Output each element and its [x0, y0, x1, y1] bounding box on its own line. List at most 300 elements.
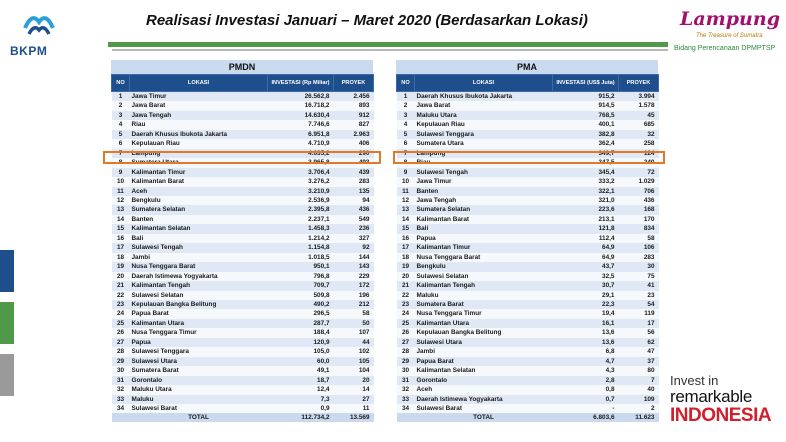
row-lokasi: Jawa Barat [130, 101, 268, 110]
table-row [112, 366, 374, 375]
row-investasi: 490,2 [268, 300, 334, 309]
table-row [397, 168, 659, 177]
table-row [112, 120, 374, 129]
pma-header-lokasi: LOKASI [415, 75, 553, 92]
row-investasi: - [553, 404, 619, 413]
row-proyek: 685 [619, 120, 659, 129]
row-lokasi: Kepulauan Bangka Belitung [415, 328, 553, 337]
table-row [397, 215, 659, 224]
row-lokasi: Sulawesi Utara [130, 357, 268, 366]
row-lokasi: Jawa Tengah [130, 111, 268, 120]
row-investasi: 1.018,5 [268, 253, 334, 262]
row-no: 16 [397, 234, 415, 243]
row-lokasi: Sumatera Utara [130, 158, 268, 167]
row-investasi: 64,9 [553, 253, 619, 262]
table-row [397, 366, 659, 375]
row-no: 12 [112, 196, 130, 205]
table-row [112, 101, 374, 110]
row-lokasi: Kepulauan Riau [415, 120, 553, 129]
invest-tagline [670, 374, 786, 425]
row-lokasi: Nusa Tenggara Barat [415, 253, 553, 262]
row-lokasi: Daerah Istimewa Yogyakarta [130, 272, 268, 281]
row-lokasi: Nusa Tenggara Timur [415, 309, 553, 318]
table-row [112, 130, 374, 139]
row-no: 24 [112, 309, 130, 318]
row-investasi: 333,2 [553, 177, 619, 186]
row-lokasi: Kalimantan Tengah [415, 281, 553, 290]
pma-title: PMA [396, 60, 658, 74]
row-no: 1 [112, 92, 130, 102]
row-proyek: 106 [619, 243, 659, 252]
row-no: 28 [112, 347, 130, 356]
table-row [112, 168, 374, 177]
table-row [112, 347, 374, 356]
lampung-tagline: The Treasure of Sumatra [696, 33, 763, 39]
row-proyek: 47 [619, 347, 659, 356]
table-row [112, 243, 374, 252]
row-proyek: 1.578 [619, 101, 659, 110]
row-proyek: 2.963 [334, 130, 374, 139]
row-proyek: 212 [334, 300, 374, 309]
row-lokasi: Gorontalo [130, 376, 268, 385]
row-investasi: 32,5 [553, 272, 619, 281]
row-proyek: 20 [334, 376, 374, 385]
row-proyek: 706 [619, 187, 659, 196]
row-no: 34 [112, 404, 130, 413]
row-proyek: 144 [334, 253, 374, 262]
pma-total-label: TOTAL [415, 413, 553, 422]
row-proyek: 105 [334, 357, 374, 366]
pma-header-investasi: INVESTASI (US$ Juta) [553, 75, 619, 92]
row-no: 25 [397, 319, 415, 328]
table-row [112, 309, 374, 318]
row-lokasi: Banten [130, 215, 268, 224]
row-no: 22 [112, 291, 130, 300]
pmdn-title: PMDN [111, 60, 373, 74]
row-lokasi: Jawa Barat [415, 101, 553, 110]
row-investasi: 6.951,8 [268, 130, 334, 139]
row-no: 14 [112, 215, 130, 224]
row-proyek: 104 [334, 366, 374, 375]
pmdn-header-investasi: INVESTASI (Rp Miliar) [268, 75, 334, 92]
lampung-logo-text: Lampung [680, 8, 780, 30]
row-lokasi: Jambi [415, 347, 553, 356]
table-row [112, 111, 374, 120]
row-investasi: 7,3 [268, 395, 334, 404]
row-proyek: 493 [334, 158, 374, 167]
table-row [397, 243, 659, 252]
row-proyek: 283 [619, 253, 659, 262]
row-no: 27 [112, 338, 130, 347]
table-row [397, 357, 659, 366]
row-lokasi: Sumatera Barat [415, 300, 553, 309]
row-proyek: 2 [619, 404, 659, 413]
row-no: 7 [397, 149, 415, 158]
table-row [112, 139, 374, 148]
row-lokasi: Gorontalo [415, 376, 553, 385]
row-investasi: 322,1 [553, 187, 619, 196]
row-investasi: 1.154,8 [268, 243, 334, 252]
row-no: 6 [397, 139, 415, 148]
row-lokasi: Papua Barat [415, 357, 553, 366]
row-investasi: 768,5 [553, 111, 619, 120]
table-row [397, 101, 659, 110]
row-investasi: 13,6 [553, 328, 619, 337]
row-lokasi: Sulawesi Tengah [415, 168, 553, 177]
row-lokasi: Kalimantan Barat [415, 215, 553, 224]
row-investasi: 43,7 [553, 262, 619, 271]
row-proyek: 893 [334, 101, 374, 110]
table-row [112, 187, 374, 196]
row-lokasi: Riau [415, 158, 553, 167]
table-row [112, 177, 374, 186]
table-row [397, 376, 659, 385]
row-no: 13 [112, 205, 130, 214]
row-no: 25 [112, 319, 130, 328]
row-investasi: 4,7 [553, 357, 619, 366]
tagline-line1: Invest in [670, 373, 719, 388]
row-no: 9 [397, 168, 415, 177]
row-proyek: 7 [619, 376, 659, 385]
row-investasi: 4.710,9 [268, 139, 334, 148]
row-investasi: 7.746,6 [268, 120, 334, 129]
row-investasi: 1.214,2 [268, 234, 334, 243]
row-no: 34 [397, 404, 415, 413]
row-proyek: 283 [334, 177, 374, 186]
row-proyek: 827 [334, 120, 374, 129]
lampung-highlight-pmdn [103, 151, 381, 164]
row-investasi: 1.458,3 [268, 224, 334, 233]
row-proyek: 23 [619, 291, 659, 300]
row-lokasi: Nusa Tenggara Barat [130, 262, 268, 271]
row-no: 32 [112, 385, 130, 394]
row-no: 2 [112, 101, 130, 110]
row-investasi: 223,6 [553, 205, 619, 214]
row-lokasi: Kalimantan Utara [130, 319, 268, 328]
row-lokasi: Jawa Timur [415, 177, 553, 186]
row-proyek: 54 [619, 300, 659, 309]
table-row [112, 319, 374, 328]
row-lokasi: Lampung [130, 149, 268, 158]
row-proyek: 80 [619, 366, 659, 375]
table-row [397, 262, 659, 271]
table-row [112, 357, 374, 366]
row-lokasi: Daerah Istimewa Yogyakarta [415, 395, 553, 404]
table-row [397, 196, 659, 205]
row-proyek: 17 [619, 319, 659, 328]
table-row [112, 272, 374, 281]
table-row [397, 139, 659, 148]
row-proyek: 170 [619, 215, 659, 224]
row-investasi: 382,8 [553, 130, 619, 139]
bkpm-emblem-icon [22, 8, 56, 40]
table-row [397, 347, 659, 356]
row-no: 33 [112, 395, 130, 404]
row-proyek: 109 [619, 395, 659, 404]
pmdn-header-no: NO [112, 75, 130, 92]
row-lokasi: Maluku [130, 395, 268, 404]
row-lokasi: Kalimantan Timur [130, 168, 268, 177]
row-investasi: 12,4 [268, 385, 334, 394]
row-proyek: 834 [619, 224, 659, 233]
row-no: 33 [397, 395, 415, 404]
table-row [397, 234, 659, 243]
pma-total-row [397, 413, 659, 422]
row-no: 3 [397, 111, 415, 120]
row-investasi: 509,8 [268, 291, 334, 300]
row-lokasi: Sulawesi Barat [130, 404, 268, 413]
row-proyek: 439 [334, 168, 374, 177]
row-investasi: 30,7 [553, 281, 619, 290]
row-investasi: 0,9 [268, 404, 334, 413]
row-investasi: 26.562,8 [268, 92, 334, 102]
row-no: 18 [112, 253, 130, 262]
row-proyek: 168 [619, 205, 659, 214]
row-investasi: 16,1 [553, 319, 619, 328]
row-investasi: 213,1 [553, 215, 619, 224]
row-investasi: 2,8 [553, 376, 619, 385]
row-lokasi: Maluku Utara [415, 111, 553, 120]
row-proyek: 102 [334, 347, 374, 356]
table-row [112, 291, 374, 300]
table-row [397, 385, 659, 394]
pmdn-header-proyek: PROYEK [334, 75, 374, 92]
row-investasi: 4.635,2 [268, 149, 334, 158]
page-title: Realisasi Investasi Januari – Maret 2020 (Berdasarkan Lokasi) [146, 12, 588, 29]
table-row [112, 328, 374, 337]
row-lokasi: Bali [130, 234, 268, 243]
row-proyek: 3.994 [619, 92, 659, 102]
row-investasi: 321,0 [553, 196, 619, 205]
row-lokasi: Sulawesi Utara [415, 338, 553, 347]
row-no: 26 [112, 328, 130, 337]
bkpm-logo [8, 8, 68, 56]
row-proyek: 229 [334, 272, 374, 281]
row-investasi: 950,1 [268, 262, 334, 271]
row-no: 8 [397, 158, 415, 167]
table-row [112, 253, 374, 262]
row-investasi: 16.718,2 [268, 101, 334, 110]
row-no: 19 [397, 262, 415, 271]
row-proyek: 912 [334, 111, 374, 120]
pmdn-header-lokasi: LOKASI [130, 75, 268, 92]
row-investasi: 13,6 [553, 338, 619, 347]
row-proyek: 258 [619, 139, 659, 148]
row-no: 23 [112, 300, 130, 309]
row-lokasi: Riau [130, 120, 268, 129]
row-no: 14 [397, 215, 415, 224]
row-no: 26 [397, 328, 415, 337]
table-row [112, 338, 374, 347]
table-row [112, 385, 374, 394]
table-row [397, 404, 659, 413]
row-lokasi: Kalimantan Utara [415, 319, 553, 328]
table-row [397, 395, 659, 404]
row-proyek: 14 [334, 385, 374, 394]
row-no: 3 [112, 111, 130, 120]
pma-header-proyek: PROYEK [619, 75, 659, 92]
pma-total-investasi: 6.803,6 [553, 413, 619, 422]
row-lokasi: Bali [415, 224, 553, 233]
pmdn-total-investasi: 112.734,2 [268, 413, 334, 422]
row-proyek: 436 [334, 205, 374, 214]
row-investasi: 2.536,9 [268, 196, 334, 205]
row-no: 29 [112, 357, 130, 366]
row-no: 31 [112, 376, 130, 385]
row-no: 5 [112, 130, 130, 139]
table-row [112, 300, 374, 309]
row-no: 29 [397, 357, 415, 366]
row-lokasi: Daerah Khusus Ibukota Jakarta [130, 130, 268, 139]
row-lokasi: Nusa Tenggara Timur [130, 328, 268, 337]
row-no: 19 [112, 262, 130, 271]
table-row [112, 376, 374, 385]
table-row [112, 234, 374, 243]
row-no: 10 [397, 177, 415, 186]
table-row [112, 205, 374, 214]
row-lokasi: Sumatera Selatan [415, 205, 553, 214]
row-proyek: 107 [334, 328, 374, 337]
row-investasi: 105,0 [268, 347, 334, 356]
table-row [397, 338, 659, 347]
row-proyek: 290 [334, 149, 374, 158]
row-no: 6 [112, 139, 130, 148]
table-row [397, 130, 659, 139]
table-row [397, 111, 659, 120]
row-proyek: 75 [619, 272, 659, 281]
row-lokasi: Daerah Khusus Ibukota Jakarta [415, 92, 553, 102]
row-lokasi: Aceh [130, 187, 268, 196]
row-investasi: 2.237,1 [268, 215, 334, 224]
row-investasi: 121,8 [553, 224, 619, 233]
row-proyek: 50 [334, 319, 374, 328]
row-investasi: 362,4 [553, 139, 619, 148]
row-proyek: 143 [334, 262, 374, 271]
row-lokasi: Sumatera Barat [130, 366, 268, 375]
row-lokasi: Kalimantan Selatan [415, 366, 553, 375]
row-lokasi: Jambi [130, 253, 268, 262]
row-lokasi: Lampung [415, 149, 553, 158]
row-proyek: 56 [619, 328, 659, 337]
row-proyek: 135 [334, 187, 374, 196]
row-investasi: 287,7 [268, 319, 334, 328]
row-proyek: 32 [619, 130, 659, 139]
row-investasi: 349,7 [553, 149, 619, 158]
bidang-text: Bidang Perencanaan DPMPTSP [674, 45, 776, 52]
row-lokasi: Kalimantan Tengah [130, 281, 268, 290]
row-proyek: 124 [619, 149, 659, 158]
row-no: 21 [397, 281, 415, 290]
table-row [397, 205, 659, 214]
row-investasi: 345,4 [553, 168, 619, 177]
row-lokasi: Sulawesi Tenggara [415, 130, 553, 139]
row-investasi: 60,0 [268, 357, 334, 366]
pma-header-row [397, 75, 659, 92]
pma-header-no: NO [397, 75, 415, 92]
row-investasi: 14.630,4 [268, 111, 334, 120]
table-row [112, 196, 374, 205]
table-row [397, 281, 659, 290]
row-lokasi: Sulawesi Selatan [130, 291, 268, 300]
tagline-line3: INDONESIA [670, 405, 772, 426]
row-no: 28 [397, 347, 415, 356]
row-lokasi: Kalimantan Timur [415, 243, 553, 252]
row-no: 31 [397, 376, 415, 385]
table-row [397, 187, 659, 196]
row-proyek: 45 [619, 111, 659, 120]
table-row [397, 120, 659, 129]
row-investasi: 188,4 [268, 328, 334, 337]
row-no: 15 [112, 224, 130, 233]
row-investasi: 18,7 [268, 376, 334, 385]
lampung-highlight-pma [393, 151, 665, 164]
row-proyek: 240 [619, 158, 659, 167]
row-proyek: 327 [334, 234, 374, 243]
table-row [112, 404, 374, 413]
row-investasi: 3.210,9 [268, 187, 334, 196]
row-no: 5 [397, 130, 415, 139]
row-proyek: 58 [619, 234, 659, 243]
row-lokasi: Aceh [415, 385, 553, 394]
row-no: 11 [397, 187, 415, 196]
row-no: 13 [397, 205, 415, 214]
row-lokasi: Bengkulu [130, 196, 268, 205]
table-row [112, 92, 374, 102]
table-row [397, 253, 659, 262]
header-rule-green [108, 42, 668, 47]
row-proyek: 172 [334, 281, 374, 290]
row-no: 18 [397, 253, 415, 262]
row-no: 24 [397, 309, 415, 318]
row-investasi: 709,7 [268, 281, 334, 290]
row-no: 23 [397, 300, 415, 309]
pmdn-total-label: TOTAL [130, 413, 268, 422]
table-row [397, 319, 659, 328]
row-no: 4 [112, 120, 130, 129]
table-row [397, 300, 659, 309]
row-no: 4 [397, 120, 415, 129]
row-lokasi: Bengkulu [415, 262, 553, 271]
row-investasi: 6,8 [553, 347, 619, 356]
row-proyek: 92 [334, 243, 374, 252]
row-lokasi: Jawa Timur [130, 92, 268, 102]
row-no: 20 [112, 272, 130, 281]
table-row [397, 309, 659, 318]
row-lokasi: Sulawesi Tenggara [130, 347, 268, 356]
table-row [397, 92, 659, 102]
lampung-logo [674, 6, 782, 58]
row-proyek: 41 [619, 281, 659, 290]
row-no: 1 [397, 92, 415, 102]
row-no: 8 [112, 158, 130, 167]
row-investasi: 64,9 [553, 243, 619, 252]
table-row [397, 328, 659, 337]
row-no: 7 [112, 149, 130, 158]
row-investasi: 0,8 [553, 385, 619, 394]
pmdn-table [111, 60, 373, 422]
table-row [112, 281, 374, 290]
row-no: 2 [397, 101, 415, 110]
row-lokasi: Maluku Utara [130, 385, 268, 394]
header-rule-gray [112, 49, 668, 51]
pma-total-proyek: 11.623 [619, 413, 659, 422]
bkpm-logo-text: BKPM [10, 44, 48, 58]
row-investasi: 915,2 [553, 92, 619, 102]
row-lokasi: Sumatera Utara [415, 139, 553, 148]
row-investasi: 2.395,8 [268, 205, 334, 214]
row-investasi: 347,5 [553, 158, 619, 167]
row-lokasi: Papua Barat [130, 309, 268, 318]
